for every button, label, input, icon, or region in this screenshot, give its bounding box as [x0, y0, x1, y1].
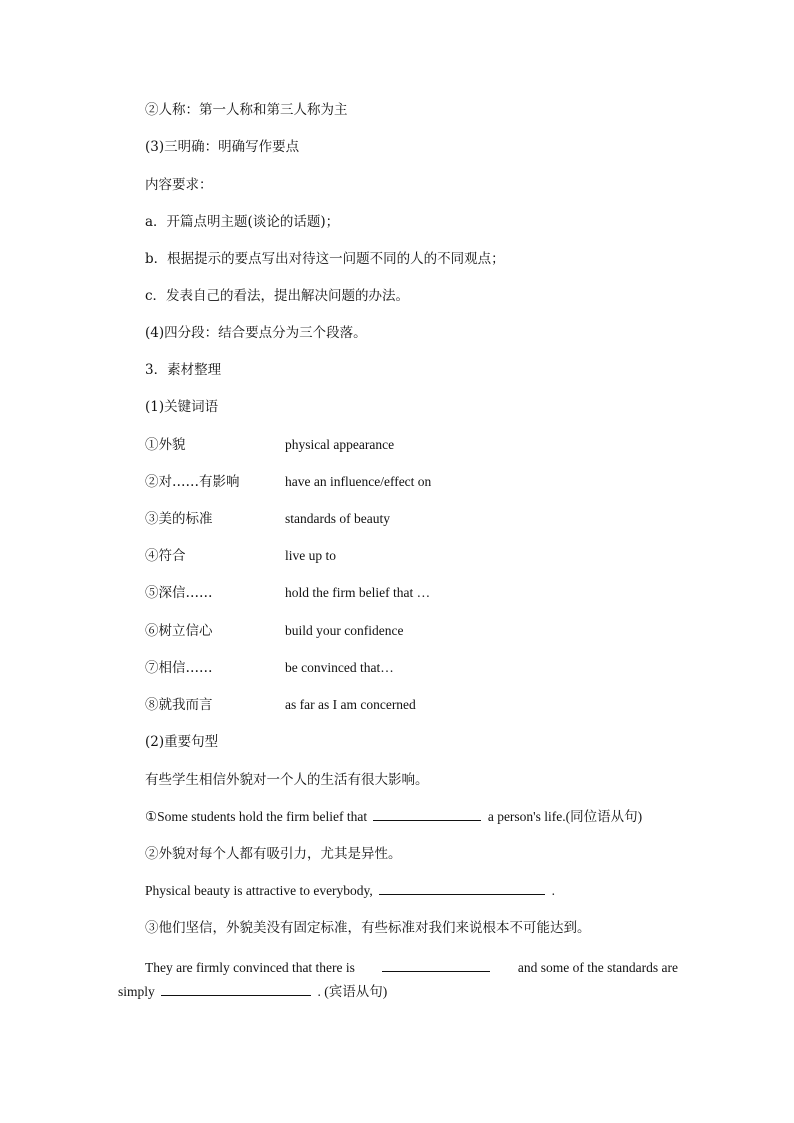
pattern-1-pre: ①Some students hold the firm belief that: [145, 809, 368, 824]
pattern-2: [145, 882, 555, 900]
vocab-en: build your confidence: [285, 623, 404, 638]
fill-blank-4[interactable]: [161, 983, 311, 996]
vocab-cn: ②对……有影响: [145, 474, 240, 490]
key-words-heading: (1)关键词语: [145, 399, 219, 415]
pattern-1: [145, 808, 642, 826]
requirement-b: b．根据提示的要点写出对待这一问题不同的人的不同观点；: [145, 251, 505, 267]
vocab-cn: ④符合: [145, 548, 186, 564]
vocab-en: be convinced that…: [285, 660, 394, 675]
sentence-patterns-heading: (2)重要句型: [145, 734, 219, 750]
requirement-c: c．发表自己的看法，提出解决问题的办法。: [145, 288, 410, 304]
vocab-cn: ①外貌: [145, 437, 186, 453]
pattern-3-pre: They are firmly convinced that there is: [145, 960, 355, 975]
vocab-cn: ⑧就我而言: [145, 697, 213, 713]
pattern-3-post: . (宾语从句): [317, 984, 388, 999]
pattern-3-pre2: simply: [118, 984, 155, 999]
vocab-cn: ⑤深信……: [145, 585, 213, 601]
pattern-intro-cn: 有些学生相信外貌对一个人的生活有很大影响。: [145, 772, 429, 788]
vocab-en: live up to: [285, 548, 336, 563]
vocab-en: hold the firm belief that …: [285, 585, 431, 600]
pattern-2-cn: ②外貌对每个人都有吸引力，尤其是异性。: [145, 846, 402, 862]
person-point: ②人称：第一人称和第三人称为主: [145, 102, 348, 118]
pattern-2-post: .: [551, 883, 555, 898]
pattern-2-pre: Physical beauty is attractive to everybody,: [145, 883, 373, 898]
vocab-cn: ③美的标准: [145, 511, 213, 527]
fill-blank-1[interactable]: [373, 808, 481, 821]
vocab-en: have an influence/effect on: [285, 474, 432, 489]
vocab-en: physical appearance: [285, 437, 395, 452]
section-heading: 3．素材整理: [145, 362, 222, 378]
pattern-3-mid: and some of the standards are: [517, 960, 678, 975]
pattern-3-cn: ③他们坚信，外貌美没有固定标准，有些标准对我们来说根本不可能达到。: [145, 920, 591, 936]
fill-blank-2[interactable]: [379, 882, 545, 895]
content-requirements-label: 内容要求：: [145, 177, 213, 193]
four-paragraphs-point: (4)四分段：结合要点分为三个段落。: [145, 325, 367, 341]
three-clarify-heading: (3)三明确：明确写作要点: [145, 139, 300, 155]
pattern-1-post: a person's life.(同位语从句): [487, 809, 643, 824]
fill-blank-3[interactable]: [382, 959, 490, 972]
pattern-3: [118, 956, 678, 1004]
vocab-en: as far as I am concerned: [285, 697, 416, 712]
vocab-cn: ⑦相信……: [145, 660, 213, 676]
vocab-en: standards of beauty: [285, 511, 390, 526]
vocab-cn: ⑥树立信心: [145, 623, 213, 639]
requirement-a: a．开篇点明主题(谈论的话题)；: [145, 214, 340, 230]
